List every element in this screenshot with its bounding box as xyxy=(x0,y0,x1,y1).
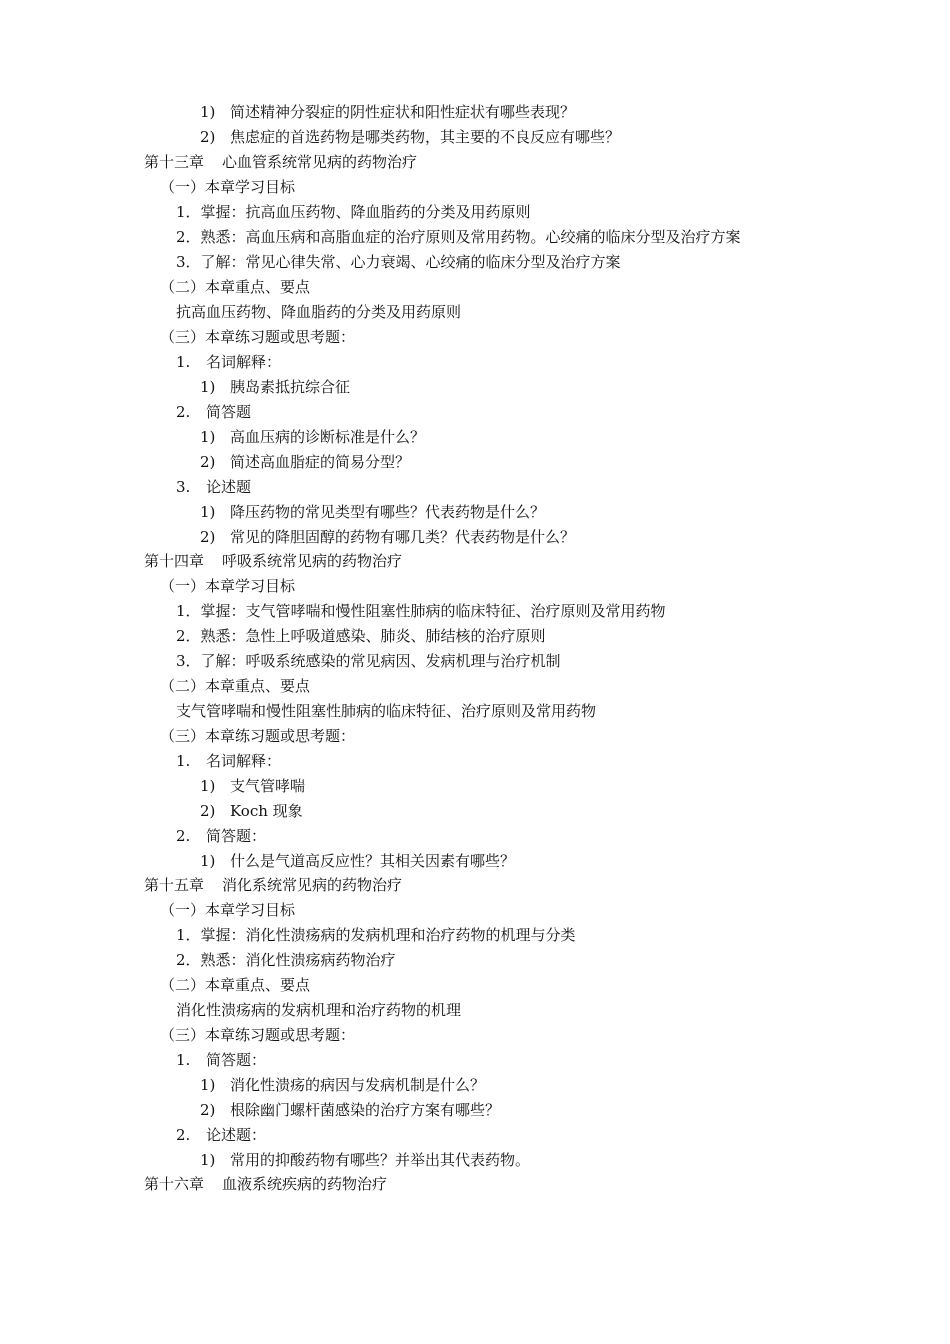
list-item: 1) 常用的抑酸药物有哪些？并举出其代表药物。 xyxy=(200,1151,531,1169)
section-heading: （三）本章练习题或思考题： xyxy=(160,328,356,346)
section-heading: （一）本章学习目标 xyxy=(160,901,296,919)
goal-item: 2．熟悉：消化性溃疡病药物治疗 xyxy=(176,951,396,969)
question-group: 2. 简答题： xyxy=(176,827,267,845)
goal-item: 2．熟悉：高血压病和高脂血症的治疗原则及常用药物。心绞痛的临床分型及治疗方案 xyxy=(176,228,741,246)
key-points: 抗高血压药物、降血脂药的分类及用药原则 xyxy=(176,303,462,321)
section-heading: （二）本章重点、要点 xyxy=(160,976,311,994)
chapter-heading: 第十六章 血液系统疾病的药物治疗 xyxy=(144,1175,388,1193)
list-item: 2) 常见的降胆固醇的药物有哪几类？代表药物是什么？ xyxy=(200,528,576,546)
section-heading: （二）本章重点、要点 xyxy=(160,677,311,695)
list-item: 1) 降压药物的常见类型有哪些？代表药物是什么？ xyxy=(200,503,546,521)
section-heading: （一）本章学习目标 xyxy=(160,178,296,196)
section-heading: （二）本章重点、要点 xyxy=(160,278,311,296)
list-item: 1) 消化性溃疡的病因与发病机制是什么？ xyxy=(200,1076,486,1094)
chapter-heading: 第十四章 呼吸系统常见病的药物治疗 xyxy=(144,552,403,570)
list-item: 1) 简述精神分裂症的阴性症状和阳性症状有哪些表现？ xyxy=(200,103,576,121)
section-heading: （三）本章练习题或思考题： xyxy=(160,727,356,745)
list-item: 2) 焦虑症的首选药物是哪类药物，其主要的不良反应有哪些？ xyxy=(200,128,621,146)
chapter-heading: 第十五章 消化系统常见病的药物治疗 xyxy=(144,876,403,894)
goal-item: 1．掌握：消化性溃疡病的发病机理和治疗药物的机理与分类 xyxy=(176,926,576,944)
goal-item: 3．了解：呼吸系统感染的常见病因、发病机理与治疗机制 xyxy=(176,652,561,670)
list-item: 2) Koch 现象 xyxy=(200,802,303,820)
section-heading: （三）本章练习题或思考题： xyxy=(160,1026,356,1044)
list-item: 2) 根除幽门螺杆菌感染的治疗方案有哪些？ xyxy=(200,1101,501,1119)
list-item: 2) 简述高血脂症的简易分型？ xyxy=(200,453,411,471)
question-group: 1. 名词解释： xyxy=(176,752,282,770)
goal-item: 3．了解：常见心律失常、心力衰竭、心绞痛的临床分型及治疗方案 xyxy=(176,253,621,271)
question-group: 1. 名词解释： xyxy=(176,353,282,371)
list-item: 1) 胰岛素抵抗综合征 xyxy=(200,378,351,396)
list-item: 1) 什么是气道高反应性？其相关因素有哪些？ xyxy=(200,852,516,870)
goal-item: 2．熟悉：急性上呼吸道感染、肺炎、肺结核的治疗原则 xyxy=(176,627,546,645)
section-heading: （一）本章学习目标 xyxy=(160,577,296,595)
question-group: 2. 论述题： xyxy=(176,1126,267,1144)
key-points: 消化性溃疡病的发病机理和治疗药物的机理 xyxy=(176,1001,462,1019)
list-item: 1) 支气管哮喘 xyxy=(200,777,306,795)
goal-item: 1．掌握：支气管哮喘和慢性阻塞性肺病的临床特征、治疗原则及常用药物 xyxy=(176,602,666,620)
chapter-heading: 第十三章 心血管系统常见病的药物治疗 xyxy=(144,153,418,171)
question-group: 1. 简答题： xyxy=(176,1051,267,1069)
list-item: 1) 高血压病的诊断标准是什么？ xyxy=(200,428,426,446)
key-points: 支气管哮喘和慢性阻塞性肺病的临床特征、治疗原则及常用药物 xyxy=(176,702,597,720)
question-group: 2. 简答题 xyxy=(176,403,252,421)
question-group: 3. 论述题 xyxy=(176,478,252,496)
goal-item: 1．掌握：抗高血压药物、降血脂药的分类及用药原则 xyxy=(176,203,531,221)
